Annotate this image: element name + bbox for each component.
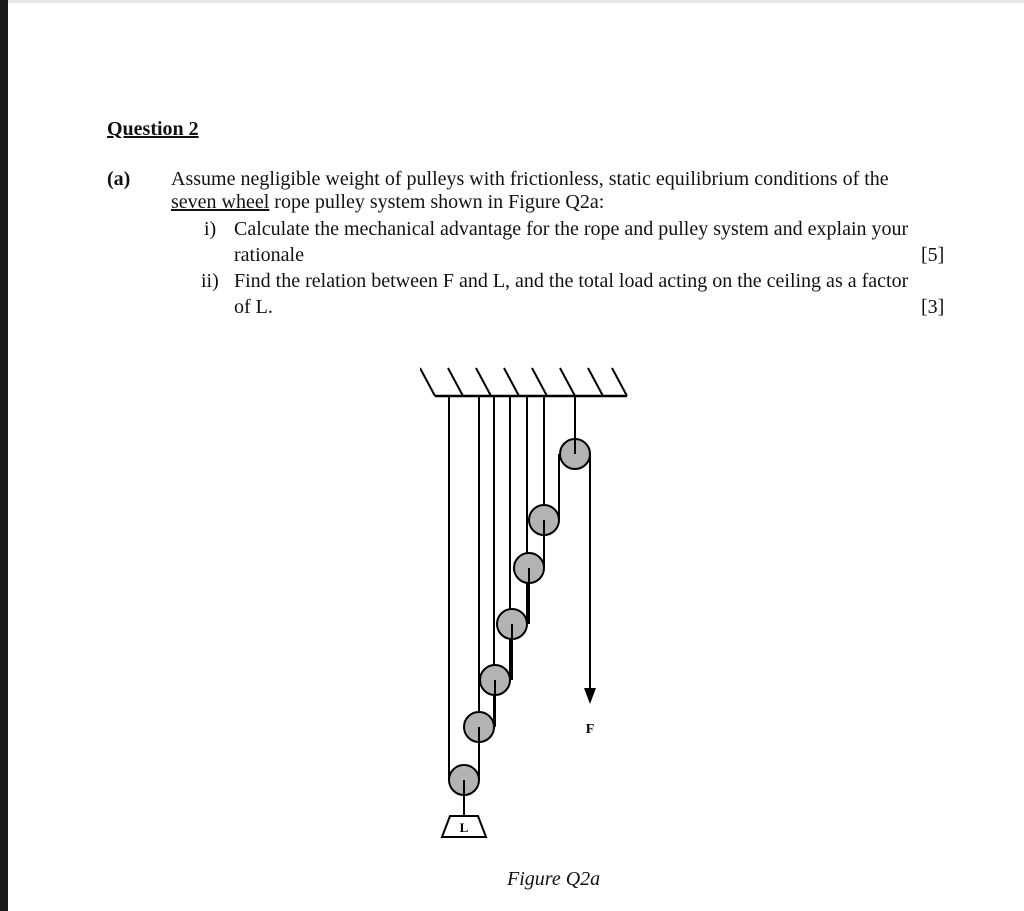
item-ii-line-1: Find the relation between F and L, and the total load acting on the ceiling as a factor	[234, 270, 909, 292]
item-ii-marks: [3]	[921, 296, 945, 318]
question-title: Question 2	[107, 118, 199, 140]
window-left-edge	[0, 0, 8, 911]
force-label: F	[585, 722, 595, 737]
force-arrow-head	[584, 688, 596, 704]
intro-line-2-rest: rope pulley system shown in Figure Q2a:	[269, 191, 605, 213]
item-ii-line-2: of L.	[234, 296, 273, 318]
figure-caption: Figure Q2a	[507, 868, 601, 890]
intro-line-2	[171, 191, 604, 214]
item-i-marks: [5]	[921, 244, 945, 266]
pulley-system-diagram	[420, 360, 650, 850]
load-label: L	[459, 820, 469, 835]
intro-line-1: Assume negligible weight of pulleys with frictionless, static equilibrium conditions of the	[171, 168, 889, 190]
item-ii-number: ii)	[201, 270, 219, 292]
pulley-wheels	[449, 439, 590, 795]
part-label: (a)	[107, 168, 131, 190]
item-i-number: i)	[204, 218, 217, 240]
ceiling-hatching	[420, 368, 627, 396]
item-i-line-2: rationale	[234, 244, 304, 266]
intro-underlined-phrase: seven wheel	[171, 191, 270, 213]
item-i-line-1: Calculate the mechanical advantage for the rope and pulley system and explain your	[234, 218, 909, 240]
